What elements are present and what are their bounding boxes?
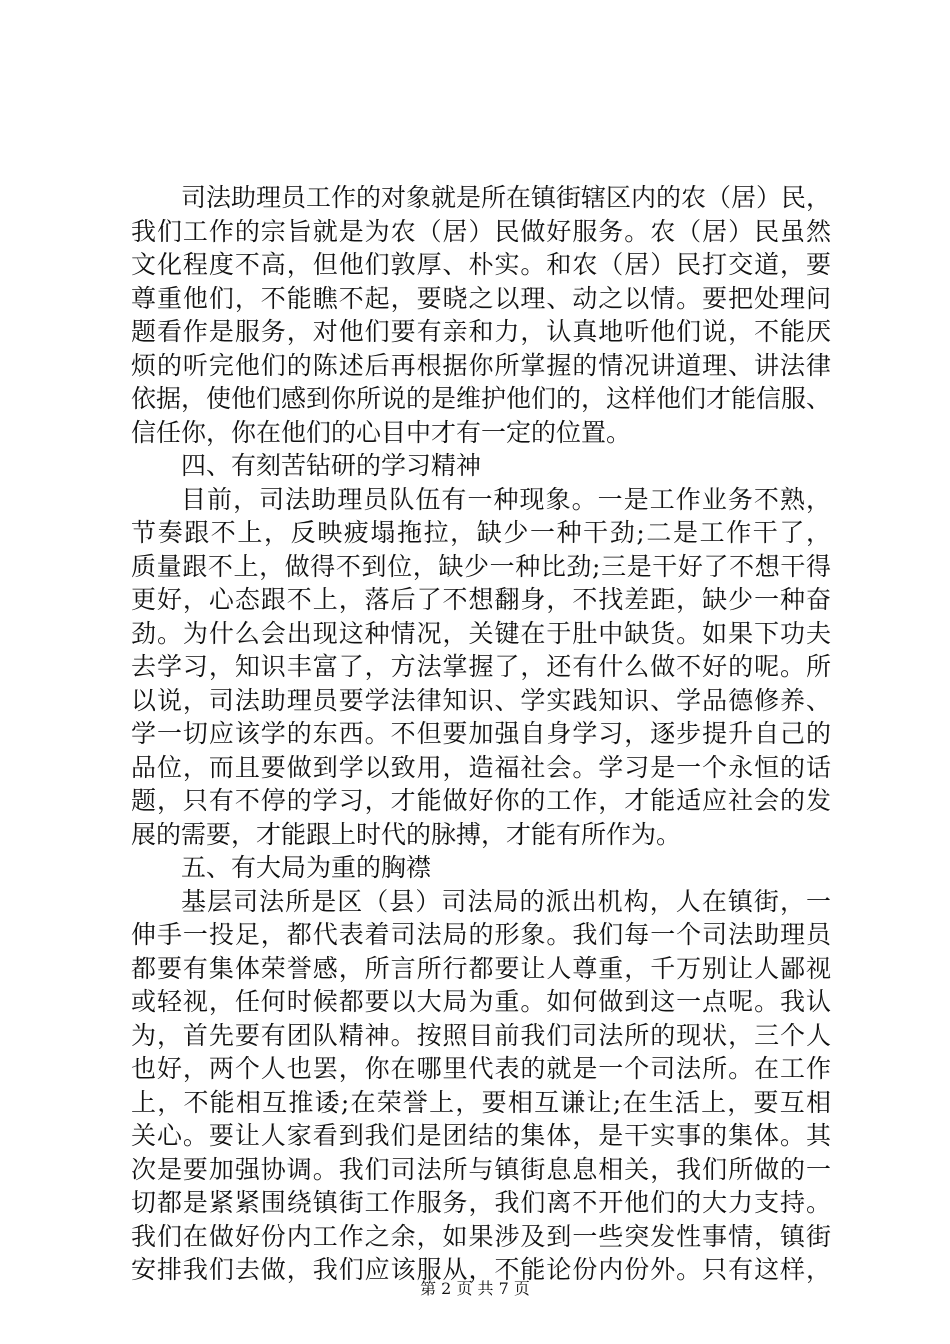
paragraph-line: 品位，而且要做到学以致用，造福社会。学习是一个永恒的话: [131, 752, 831, 782]
paragraph-line: 信任你，你在他们的心目中才有一定的位置。: [131, 417, 632, 447]
paragraph-line: 学一切应该学的东西。不但要加强自身学习，逐步提升自己的: [131, 719, 831, 748]
paragraph-line: 劲。为什么会出现这种情况，关键在于肚中缺货。如果下功夫: [131, 618, 831, 648]
section-heading: 四、有刻苦钻研的学习精神: [181, 451, 482, 480]
paragraph-line: 尊重他们，不能瞧不起，要晓之以理、动之以情。要把处理问: [131, 283, 831, 313]
paragraph-line: 也好，两个人也罢，你在哪里代表的就是一个司法所。在工作: [131, 1054, 831, 1083]
paragraph-line: 上，不能相互推诿;在荣誉上，要相互谦让;在生活上，要互相: [131, 1087, 831, 1117]
paragraph-line: 文化程度不高，但他们敦厚、朴实。和农（居）民打交道，要: [131, 250, 831, 279]
paragraph-line: 伸手一投足，都代表着司法局的形象。我们每一个司法助理员: [131, 920, 831, 949]
paragraph-line: 司法助理员工作的对象就是所在镇街辖区内的农（居）民，: [181, 183, 831, 212]
paragraph-line: 以说，司法助理员要学法律知识、学实践知识、学品德修养、: [131, 685, 831, 715]
paragraph-line: 或轻视，任何时候都要以大局为重。如何做到这一点呢。我认: [131, 987, 831, 1016]
paragraph-line: 我们工作的宗旨就是为农（居）民做好服务。农（居）民虽然: [131, 216, 831, 246]
paragraph-line: 展的需要，才能跟上时代的脉搏，才能有所作为。: [131, 819, 682, 849]
paragraph-line: 更好，心态跟不上，落后了不想翻身，不找差距，缺少一种奋: [131, 585, 831, 614]
paragraph-line: 为，首先要有团队精神。按照目前我们司法所的现状，三个人: [131, 1020, 831, 1050]
paragraph-line: 节奏跟不上，反映疲塌拖拉，缺少一种干劲;二是工作干了，: [131, 518, 831, 547]
paragraph-line: 题，只有不停的学习，才能做好你的工作，才能适应社会的发: [131, 786, 831, 815]
paragraph-line: 烦的听完他们的陈述后再根据你所掌握的情况讲道理、讲法律: [131, 350, 831, 380]
paragraph-line: 关心。要让人家看到我们是团结的集体，是干实事的集体。其: [131, 1121, 831, 1150]
paragraph-line: 质量跟不上，做得不到位，缺少一种比劲;三是干好了不想干得: [131, 551, 831, 581]
paragraph-line: 次是要加强协调。我们司法所与镇街息息相关，我们所做的一: [131, 1154, 831, 1184]
paragraph-line: 都要有集体荣誉感，所言所行都要让人尊重，千万别让人鄙视: [131, 953, 831, 983]
paragraph-line: 安排我们去做，我们应该服从，不能论份内份外。只有这样，: [131, 1255, 831, 1284]
paragraph-line: 依据，使他们感到你所说的是维护他们的，这样他们才能信服、: [131, 384, 831, 413]
paragraph-line: 基层司法所是区（县）司法局的派出机构，人在镇街，一: [181, 886, 831, 916]
paragraph-line: 去学习，知识丰富了，方法掌握了，还有什么做不好的呢。所: [131, 652, 831, 681]
paragraph-line: 我们在做好份内工作之余，如果涉及到一些突发性事情，镇街: [131, 1221, 831, 1251]
paragraph-line: 题看作是服务，对他们要有亲和力，认真地听他们说，不能厌: [131, 317, 831, 346]
paragraph-line: 切都是紧紧围绕镇街工作服务，我们离不开他们的大力支持。: [131, 1188, 831, 1217]
document-body: [131, 181, 831, 1287]
page-number-footer: 第 2 页 共 7 页: [420, 1279, 530, 1298]
section-heading: 五、有大局为重的胸襟: [181, 853, 432, 882]
paragraph-line: 目前，司法助理员队伍有一种现象。一是工作业务不熟，: [181, 484, 831, 514]
